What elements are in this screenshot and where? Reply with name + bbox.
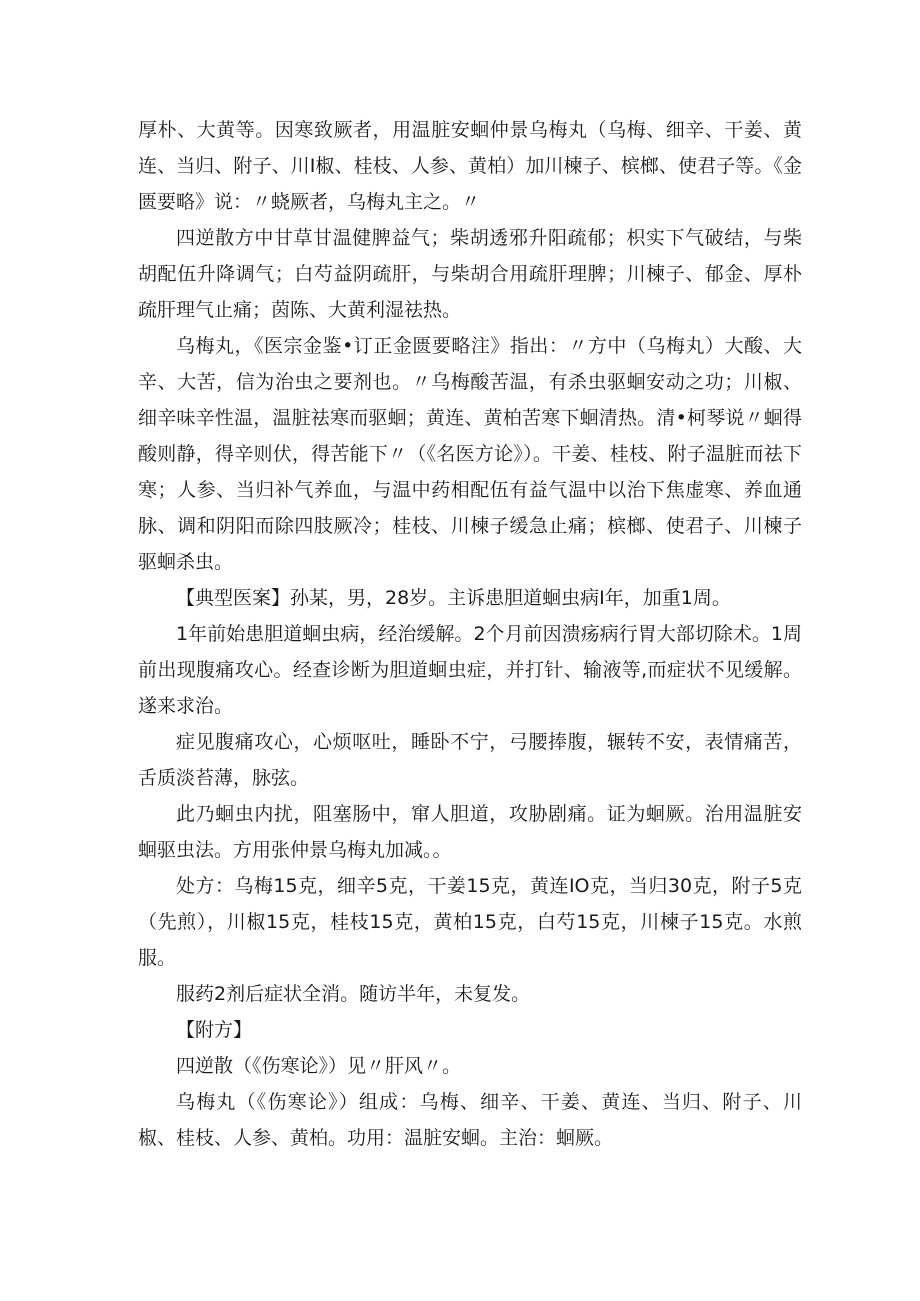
paragraph-prescription: 处方：乌梅15克，细辛5克，干姜15克，黄连IO克，当归30克，附子5克（先煎），川椒15克，桂枝15克，黄柏15克，白芍15克，川楝子15克。水煎服。	[138, 875, 802, 969]
paragraph-case-header: 【典型医案】孙某，男，28岁。主诉患胆道蛔虫病I年，加重1周。	[176, 587, 731, 609]
paragraph-11: 四逆散（《伤寒论》）见〃肝风〃。	[176, 1055, 462, 1077]
document-page	[138, 112, 802, 1156]
paragraph-9: 服药2剂后症状全消。随访半年，未复发。	[176, 983, 531, 1005]
paragraph-2: 四逆散方中甘草甘温健脾益气；柴胡透邪升阳疏郁；枳实下气破结，与柴胡配伍升降调气；白芍益阴疏肝，与柴胡合用疏肝理脾；川楝子、郁金、厚朴疏肝理气止痛；茵陈、大黄利湿祛热。	[138, 227, 802, 321]
paragraph-12: 乌梅丸（《伤寒论》）组成：乌梅、细辛、干姜、黄连、当归、附子、川椒、桂枝、人参、黄柏。功用：温脏安蛔。主治：蛔厥。	[138, 1091, 802, 1149]
paragraph-5: 1年前始患胆道蛔虫病，经治缓解。2个月前因溃疡病行胃大部切除术。1周前出现腹痛攻心。经查诊断为胆道蛔虫症，并打针、输液等,而症状不见缓解。遂来求治。	[138, 623, 802, 717]
paragraph-7: 此乃蛔虫内扰，阻塞肠中，窜人胆道，攻胁剧痛。证为蛔厥。治用温脏安蛔驱虫法。方用张仲景乌梅丸加减。。	[138, 803, 802, 861]
paragraph-appendix-header: 【附方】	[176, 1019, 253, 1041]
paragraph-1: 厚朴、大黄等。因寒致厥者，用温脏安蛔仲景乌梅丸（乌梅、细辛、干姜、黄连、当归、附子、川I椒、桂枝、人参、黄柏）加川楝子、槟榔、使君子等。《金匮要略》说：〃蛲厥者，乌梅丸主之。〃	[138, 119, 802, 213]
paragraph-6: 症见腹痛攻心，心烦呕吐，睡卧不宁，弓腰捧腹，辗转不安，表情痛苦，舌质淡苔薄，脉弦。	[138, 731, 802, 789]
paragraph-3: 乌梅丸，《医宗金鉴•订正金匮要略注》指出：〃方中（乌梅丸）大酸、大辛、大苦，信为治虫之要剂也。〃乌梅酸苦温，有杀虫驱蛔安动之功；川椒、细辛味辛性温，温脏祛寒而驱蛔；黄连、黄柏苦寒下蛔清热。清•柯琴说〃蛔得酸则静，得辛则伏，得苦能下〃（《名医方论》）。干姜、桂枝、附子温脏而祛下寒；人参、当归补气养血，与温中药相配伍有益气温中以治下焦虚寒、养血通脉、调和阴阳而除四肢厥冷；桂枝、川楝子缓急止痛；槟榔、使君子、川楝子驱蛔杀虫。	[138, 335, 802, 573]
